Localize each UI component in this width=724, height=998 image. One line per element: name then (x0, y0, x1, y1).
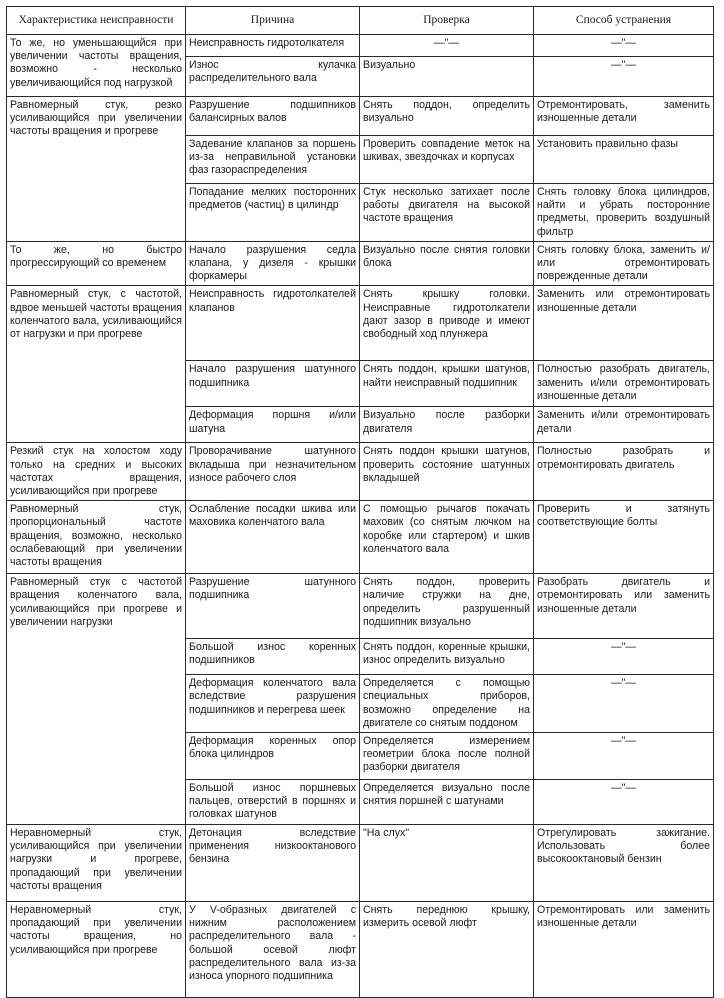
cause-cell: Разрушение шатунного подшипника (186, 574, 360, 639)
header-check: Проверка (360, 7, 534, 35)
cause-cell: Большой износ поршневых пальцев, отверстий в поршнях и головках шатунов (186, 780, 360, 825)
cause-cell: Ослабление посадки шкива или маховика коленчатого вала (186, 501, 360, 574)
check-cell: Снять поддон крышки шатунов, проверить состояние шатунных вкладышей (360, 443, 534, 501)
cause-cell: Неисправность гидротолкателя (186, 35, 360, 57)
check-cell: Снять поддон, коренные крышки, износ определить визуально (360, 639, 534, 675)
check-cell: Визуально после разборки двигателя (360, 407, 534, 443)
check-cell: "На слух" (360, 825, 534, 902)
symptom-cell: То же, но уменьшающийся при увеличении частоты вращения, возможно - несколько увеличивающийся под нагрузкой (7, 35, 186, 97)
fix-cell: Отремонтировать или заменить изношенные детали (534, 902, 714, 998)
fix-cell: Снять головку блока цилиндров, найти и убрать посторонние предметы, проверить воздушный фильтр (534, 184, 714, 242)
check-cell: Стук несколько затихает после работы двигателя на высокой частоте вращения (360, 184, 534, 242)
table-row (7, 501, 714, 574)
cause-cell: Проворачивание шатунного вкладыша при незначительном износе рабочего слоя (186, 443, 360, 501)
cause-cell: Неисправность гидротолкателей клапанов (186, 286, 360, 361)
symptom-cell: То же, но быстро прогрессирующий со временем (7, 241, 186, 286)
table-body (7, 35, 714, 998)
table-row (7, 35, 714, 57)
check-cell: —"— (360, 35, 534, 57)
table-row (7, 443, 714, 501)
fix-cell: —"— (534, 675, 714, 733)
header-fix: Способ устранения (534, 7, 714, 35)
table-header-row (7, 7, 714, 35)
check-cell: Снять поддон, определить визуально (360, 97, 534, 136)
fix-cell: —"— (534, 57, 714, 97)
cause-cell: Большой износ коренных подшипников (186, 639, 360, 675)
check-cell: Снять поддон, крышки шатунов, найти неисправный подшипник (360, 361, 534, 407)
fix-cell: —"— (534, 639, 714, 675)
table-row (7, 286, 714, 361)
fix-cell: Разобрать двигатель и отремонтировать или заменить изношенные детали (534, 574, 714, 639)
cause-cell: Разрушение подшипников балансирных валов (186, 97, 360, 136)
table-row (7, 241, 714, 286)
check-cell: Определяется измерением геометрии блока после полной разборки двигателя (360, 733, 534, 780)
cause-cell: Начало разрушения седла клапана, у дизеля - крышки форкамеры (186, 241, 360, 286)
cause-cell: Деформация коренных опор блока цилиндров (186, 733, 360, 780)
check-cell: Визуально после снятия головки блока (360, 241, 534, 286)
table-row (7, 902, 714, 998)
fix-cell: Отрегулировать зажигание. Использовать более высокооктановый бензин (534, 825, 714, 902)
cause-cell: Деформация поршня и/или шатуна (186, 407, 360, 443)
symptom-cell: Неравномерный стук, усиливающийся при увеличении нагрузки и прогреве, пропадающий при увеличении частоты вращения (7, 825, 186, 902)
fix-cell: Установить правильно фазы (534, 136, 714, 184)
fix-cell: Полностью разобрать и отремонтировать двигатель (534, 443, 714, 501)
check-cell: С помощью рычагов покачать маховик (со снятым лючком на коробке или стартером) и шкив коленчатого вала (360, 501, 534, 574)
document-page (6, 6, 713, 998)
cause-cell: Деформация коленчатого вала вследствие разрушения подшипников и перегрева шеек (186, 675, 360, 733)
symptom-cell: Равномерный стук с частотой вращения коленчатого вала, усиливающийся при прогреве и увеличении нагрузки (7, 574, 186, 825)
header-symptom: Характеристика неисправности (7, 7, 186, 35)
fix-cell: Снять головку блока, заменить и/или отремонтировать поврежденные детали (534, 241, 714, 286)
fix-cell: —"— (534, 780, 714, 825)
fix-cell: Заменить или отремонтировать изношенные детали (534, 286, 714, 361)
header-cause: Причина (186, 7, 360, 35)
fix-cell: —"— (534, 733, 714, 780)
check-cell: Снять переднюю крышку, измерить осевой люфт (360, 902, 534, 998)
table-row (7, 97, 714, 136)
table-row (7, 574, 714, 639)
cause-cell: Износ кулачка распределительного вала (186, 57, 360, 97)
symptom-cell: Неравномерный стук, пропадающий при увеличении частоты вращения, но усиливающийся при прогреве (7, 902, 186, 998)
symptom-cell: Равномерный стук, с частотой, вдвое меньшей частоты вращения коленчатого вала, усиливающийся от нагрузки и при прогреве (7, 286, 186, 443)
malfunction-table (6, 6, 714, 998)
fix-cell: Отремонтировать, заменить изношенные детали (534, 97, 714, 136)
symptom-cell: Резкий стук на холостом ходу только на средних и высоких частотах вращения, усиливающийся при прогреве (7, 443, 186, 501)
symptom-cell: Равномерный стук, пропорциональный частоте вращения, возможно, несколько ослабевающий при увеличении частоты вращения (7, 501, 186, 574)
fix-cell: Заменить и/или отремонтировать детали (534, 407, 714, 443)
fix-cell: Проверить и затянуть соответствующие болты (534, 501, 714, 574)
check-cell: Снять крышку головки. Неисправные гидротолкатели дают зазор в приводе и имеют свободный ход плунжера (360, 286, 534, 361)
check-cell: Проверить совпадение меток на шкивах, звездочках и корпусах (360, 136, 534, 184)
check-cell: Определяется с помощью специальных приборов, возможно определение на двигателе со снятым поддоном (360, 675, 534, 733)
check-cell: Определяется визуально после снятия поршней с шатунами (360, 780, 534, 825)
check-cell: Визуально (360, 57, 534, 97)
check-cell: Снять поддон, проверить наличие стружки на дне, определить разрушенный подшипник визуально (360, 574, 534, 639)
fix-cell: —"— (534, 35, 714, 57)
table-row (7, 825, 714, 902)
fix-cell: Полностью разобрать двигатель, заменить и/или отремонтировать изношенные детали (534, 361, 714, 407)
symptom-cell: Равномерный стук, резко усиливающийся при увеличении частоты вращения и прогреве (7, 97, 186, 242)
cause-cell: У V-образных двигателей с нижним расположением распределительного вала - большой осевой люфт распределительного вала из-за износа упорного подшипника (186, 902, 360, 998)
cause-cell: Попадание мелких посторонних предметов (частиц) в цилиндр (186, 184, 360, 242)
cause-cell: Задевание клапанов за поршень из-за неправильной установки фаз газораспределения (186, 136, 360, 184)
cause-cell: Детонация вследствие применения низкооктанового бензина (186, 825, 360, 902)
cause-cell: Начало разрушения шатунного подшипника (186, 361, 360, 407)
